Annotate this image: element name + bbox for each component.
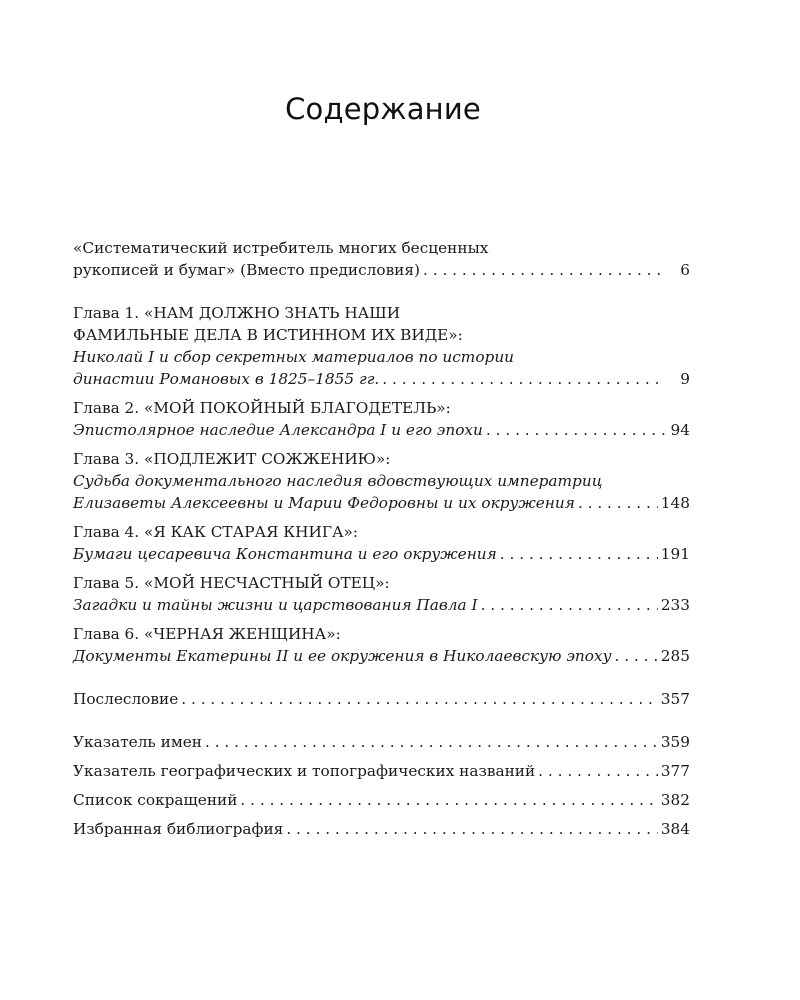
- page-number: 233: [660, 596, 690, 614]
- chapter-subtitle-line: Загадки и тайны жизни и царствования Павла I: [73, 596, 478, 614]
- toc-entry-chapter-6[interactable]: [73, 623, 690, 667]
- chapter-subtitle-line: Документы Екатерины II и ее окружения в Николаевскую эпоху: [73, 647, 612, 665]
- toc-leader-line: [73, 760, 690, 782]
- toc-entry-geographic-index[interactable]: [73, 760, 690, 782]
- page-number: 384: [660, 820, 690, 838]
- toc-line: Избранная библиография: [73, 820, 284, 838]
- toc-entry-abbreviations[interactable]: [73, 789, 690, 811]
- toc-line: Указатель имен: [73, 733, 202, 751]
- toc-line: «Систематический истребитель многих бесценных: [73, 239, 489, 257]
- toc-line: Указатель географических и топографических названий: [73, 762, 536, 780]
- chapter-heading-line: Глава 4. «Я КАК СТАРАЯ КНИГА»:: [73, 523, 359, 541]
- toc-leader-line: [73, 731, 690, 753]
- toc-entry-chapter-1[interactable]: [73, 302, 690, 390]
- dot-leader: [500, 543, 658, 565]
- toc-leader-line: [73, 818, 690, 840]
- toc-leader-line: [73, 543, 690, 565]
- page-title: Содержание: [285, 92, 481, 126]
- toc-line: Послесловие: [73, 690, 179, 708]
- toc-leader-line: [73, 368, 690, 390]
- dot-leader: [205, 731, 658, 753]
- toc-entry-chapter-2[interactable]: [73, 397, 690, 441]
- chapter-subtitle-line: Эпистолярное наследие Александра I и его эпохи: [73, 421, 483, 439]
- chapter-heading-line: ФАМИЛЬНЫЕ ДЕЛА В ИСТИННОМ ИХ ВИДЕ»:: [73, 326, 463, 344]
- chapter-subtitle-line: Николай I и сбор секретных материалов по истории: [73, 348, 515, 366]
- toc-leader-line: [73, 594, 690, 616]
- toc-entry-name-index[interactable]: [73, 731, 690, 753]
- chapter-heading-line: Глава 5. «МОЙ НЕСЧАСТНЫЙ ОТЕЦ»:: [73, 574, 390, 592]
- toc-entry-chapter-4[interactable]: [73, 521, 690, 565]
- toc-leader-line: [73, 688, 690, 710]
- dot-leader: [240, 789, 657, 811]
- page-number: 6: [680, 261, 690, 279]
- chapter-subtitle-line: Судьба документального наследия вдовствующих императриц: [73, 472, 603, 490]
- dot-leader: [481, 594, 658, 616]
- chapter-heading-line: Глава 2. «МОЙ ПОКОЙНЫЙ БЛАГОДЕТЕЛЬ»:: [73, 399, 451, 417]
- chapter-heading-line: Глава 6. «ЧЕРНАЯ ЖЕНЩИНА»:: [73, 625, 341, 643]
- toc-entry-afterword[interactable]: [73, 688, 690, 710]
- toc-leader-line: [73, 789, 690, 811]
- dot-leader: [181, 688, 658, 710]
- toc-line: Список сокращений: [73, 791, 238, 809]
- page-number: 191: [660, 545, 690, 563]
- page-number: 148: [660, 494, 690, 512]
- dot-leader: [578, 492, 658, 514]
- dot-leader: [423, 259, 665, 281]
- toc-entry-chapter-5[interactable]: [73, 572, 690, 616]
- page-number: 9: [680, 370, 690, 388]
- chapter-heading-line: Глава 3. «ПОДЛЕЖИТ СОЖЖЕНИЮ»:: [73, 450, 391, 468]
- page-number: 357: [660, 690, 690, 708]
- toc-line: рукописей и бумаг» (Вместо предисловия): [73, 261, 420, 279]
- chapter-subtitle-line: династии Романовых в 1825–1855 гг.: [73, 370, 380, 388]
- toc-entry-preface[interactable]: [73, 237, 690, 281]
- table-of-contents: [73, 237, 690, 840]
- dot-leader: [614, 645, 657, 667]
- toc-leader-line: [73, 492, 690, 514]
- page-number: 377: [660, 762, 690, 780]
- chapter-subtitle-line: Елизаветы Алексеевны и Марии Федоровны и их окружения: [73, 494, 575, 512]
- dot-leader: [382, 368, 665, 390]
- page-number: 285: [660, 647, 690, 665]
- page-number: 94: [670, 421, 690, 439]
- toc-leader-line: [73, 645, 690, 667]
- toc-leader-line: [73, 419, 690, 441]
- toc-entry-bibliography[interactable]: [73, 818, 690, 840]
- page-number: 359: [660, 733, 690, 751]
- page-number: 382: [660, 791, 690, 809]
- chapter-subtitle-line: Бумаги цесаревича Константина и его окружения: [73, 545, 497, 563]
- toc-entry-chapter-3[interactable]: [73, 448, 690, 514]
- toc-leader-line: [73, 259, 690, 281]
- chapter-heading-line: Глава 1. «НАМ ДОЛЖНО ЗНАТЬ НАШИ: [73, 304, 401, 322]
- dot-leader: [486, 419, 665, 441]
- dot-leader: [286, 818, 657, 840]
- dot-leader: [538, 760, 658, 782]
